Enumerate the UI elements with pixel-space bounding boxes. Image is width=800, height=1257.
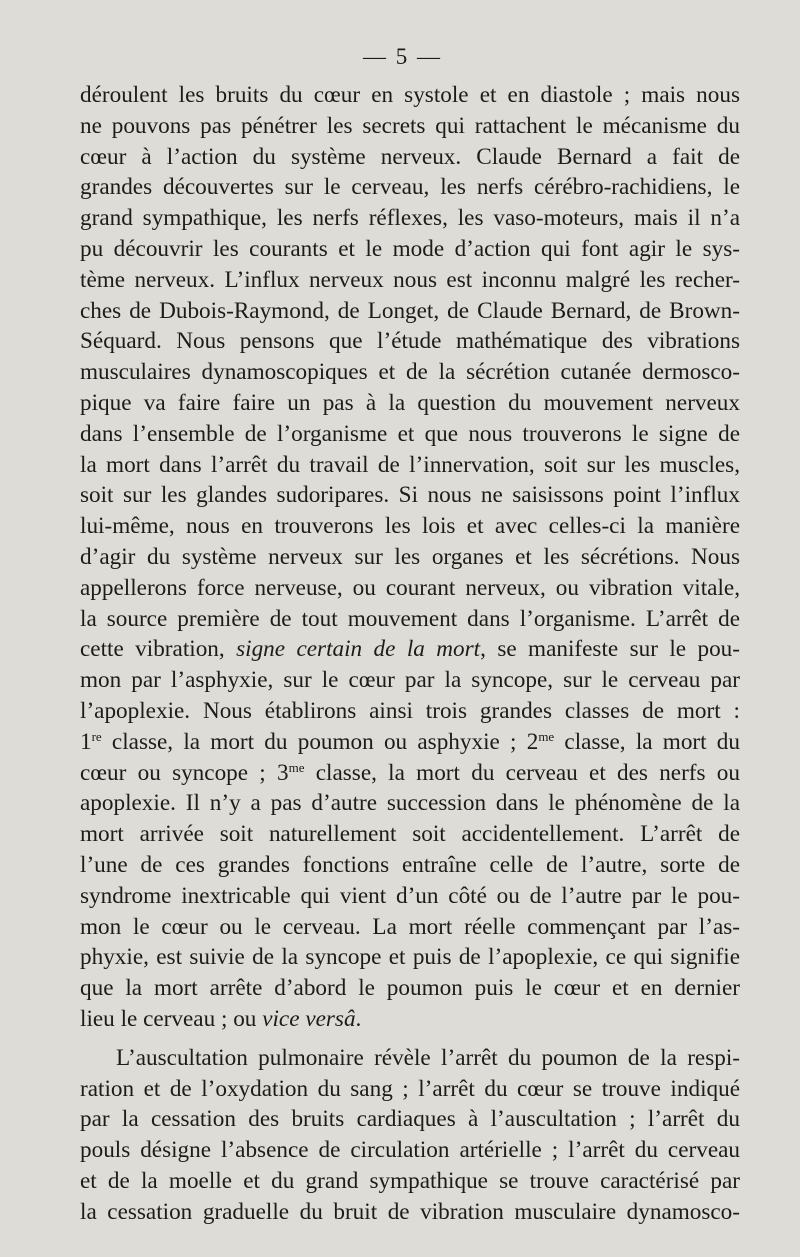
text-line: par la cessation des bruits cardiaques à l’auscultation ; l’arrêt du <box>80 1106 740 1133</box>
body-text <box>80 80 740 1227</box>
text-line: la mort dans l’arrêt du travail de l’innervation, soit sur les muscles, <box>80 451 740 478</box>
text-line: la cessation graduelle du bruit de vibration musculaire dynamosco- <box>80 1198 740 1225</box>
text-line: lieu le cerveau ; ou vice versâ. <box>80 1005 362 1032</box>
text-line: la source première de tout mouvement dans l’organisme. L’arrêt de <box>80 605 740 632</box>
text-line: mon par l’asphyxie, sur le cœur par la syncope, sur le cerveau par <box>80 667 740 694</box>
text-line: cœur à l’action du système nerveux. Claude Bernard a fait de <box>80 143 740 170</box>
text-line: pouls désigne l’absence de circulation artérielle ; l’arrêt du cerveau <box>80 1137 740 1164</box>
text-line: musculaires dynamoscopiques et de la sécrétion cutanée dermosco- <box>80 359 740 386</box>
text-line: cette vibration, signe certain de la mort, se manifeste sur le pou- <box>80 636 740 663</box>
text-line: grand sympathique, les nerfs réflexes, les vaso-moteurs, mais il n’a <box>80 205 740 232</box>
text-line: appellerons force nerveuse, ou courant nerveux, ou vibration vitale, <box>80 574 740 601</box>
text-line: dans l’ensemble de l’organisme et que nous trouverons le signe de <box>80 420 740 447</box>
text-line: lui-même, nous en trouverons les lois et avec celles-ci la manière <box>80 513 740 540</box>
text-line: l’une de ces grandes fonctions entraîne celle de l’autre, sorte de <box>80 851 740 878</box>
text-line: phyxie, est suivie de la syncope et puis de l’apoplexie, ce qui signifie <box>80 944 740 971</box>
text-line: ration et de l’oxydation du sang ; l’arrêt du cœur se trouve indiqué <box>80 1075 740 1102</box>
text-line: d’agir du système nerveux sur les organes et les sécrétions. Nous <box>80 543 740 570</box>
text-line: L’auscultation pulmonaire révèle l’arrêt du poumon de la respi- <box>116 1044 740 1071</box>
text-line: l’apoplexie. Nous établirons ainsi trois grandes classes de mort : <box>80 697 740 724</box>
text-line: mort arrivée soit naturellement soit accidentellement. L’arrêt de <box>80 821 740 848</box>
text-line: soit sur les glandes sudoripares. Si nous ne saisissons point l’influx <box>80 482 740 509</box>
text-line: cœur ou syncope ; $3^{me}$ classe, la mort du cerveau et des nerfs ou <box>80 759 740 786</box>
text-line: tème nerveux. L’influx nerveux nous est inconnu malgré les recher- <box>80 266 740 293</box>
text-line: mon le cœur ou le cerveau. La mort réelle commençant par l’as- <box>80 913 740 940</box>
text-line: syndrome inextricable qui vient d’un côté ou de l’autre par le pou- <box>80 882 740 909</box>
text-line: déroulent les bruits du cœur en systole et en diastole ; mais nous <box>80 82 740 108</box>
text-line: grandes découvertes sur le cerveau, les nerfs cérébro-rachidiens, le <box>80 174 740 201</box>
page-number: — 5 — <box>363 44 442 69</box>
paragraph-gap <box>80 1035 740 1043</box>
text-line: et de la moelle et du grand sympathique se trouve caractérisé par <box>80 1167 740 1194</box>
text-line: apoplexie. Il n’y a pas d’autre succession dans le phénomène de la <box>80 790 740 817</box>
text-line: pu découvrir les courants et le mode d’action qui font agir le sys- <box>80 235 740 262</box>
text-line: 1re classe, la mort du poumon ou asphyxie ; $2^{me}$ classe, la mort du <box>80 728 740 755</box>
text-line: ches de Dubois-Raymond, de Longet, de Claude Bernard, de Brown- <box>80 297 740 324</box>
text-line: pique va faire faire un pas à la question du mouvement nerveux <box>80 389 740 416</box>
text-line: que la mort arrête d’abord le poumon puis le cœur et en dernier <box>80 975 740 1002</box>
text-line: Séquard. Nous pensons que l’étude mathématique des vibrations <box>80 328 740 355</box>
text-line: ne pouvons pas pénétrer les secrets qui rattachent le mécanisme du <box>80 112 740 139</box>
